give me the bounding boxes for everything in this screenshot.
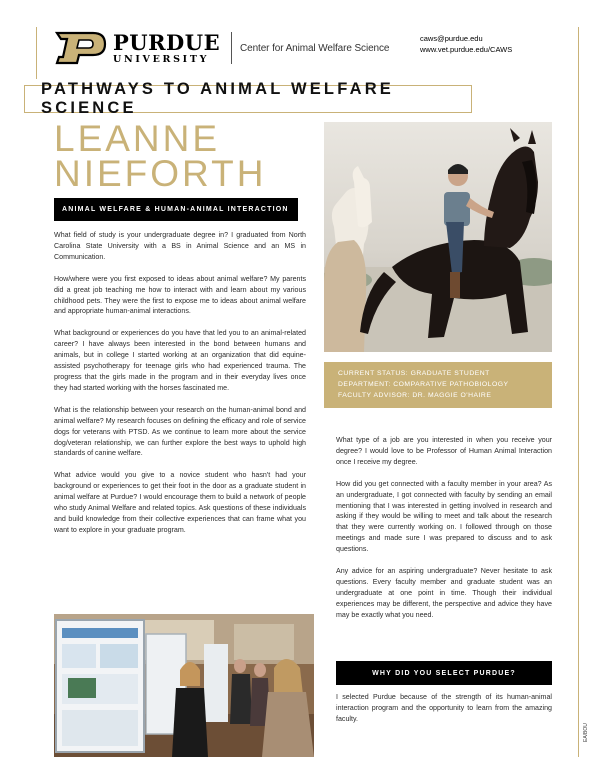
status-box bbox=[324, 362, 552, 408]
right-gold-rule bbox=[578, 27, 579, 757]
purdue-p-icon bbox=[55, 31, 107, 65]
header-gold-rule bbox=[36, 27, 37, 79]
contact-email[interactable]: caws@purdue.edu bbox=[420, 34, 483, 43]
profile-name bbox=[54, 118, 267, 194]
banner-title: PATHWAYS TO ANIMAL WELFARE SCIENCE bbox=[41, 80, 395, 117]
footer-code: EA/BOU bbox=[583, 723, 589, 742]
why-purdue-answer: I selected Purdue because of the strength of its human-animal interaction program and the opportunity to learn from the amazing faculty. bbox=[336, 693, 552, 723]
qa-paragraph: How did you get connected with a faculty member in your area? As an undergraduate, I got connected with faculty by sending an email mentioning that I was interested in getting involved in research and asking if they would be willing to meet and talk about the research that they were currently working on. I followed through on those meetings and made sure I was prepared to discuss and to ask questions. bbox=[336, 479, 552, 554]
first-name: LEANNE bbox=[54, 118, 221, 159]
horse-photo bbox=[324, 122, 552, 352]
contact-info bbox=[420, 33, 512, 55]
contact-website[interactable]: www.vet.purdue.edu/CAWS bbox=[420, 45, 513, 54]
last-name: NIEFORTH bbox=[54, 153, 267, 194]
poster-session-illustration bbox=[54, 614, 314, 757]
logo-university-text: UNIVERSITY bbox=[113, 53, 210, 65]
qa-paragraph: How/where were you first exposed to ideas about animal welfare? My parents did a great job teaching me how to interact with and learn about my various childhood pets. They were the first to expose me to ideas about animal welfare and appropriate human-animal interactions. bbox=[54, 274, 306, 316]
field-heading-text: ANIMAL WELFARE & HUMAN-ANIMAL INTERACTION bbox=[62, 206, 289, 213]
horse-photo-illustration bbox=[324, 122, 552, 352]
qa-paragraph: What type of a job are you interested in when you receive your degree? I would love to be Professor of Human Animal Interaction once I receive my degree. bbox=[336, 436, 552, 466]
poster-session-photo bbox=[54, 614, 314, 757]
faculty-advisor: FACULTY ADVISOR: DR. MAGGIE O'HAIRE bbox=[338, 392, 492, 399]
qa-paragraph: What advice would you give to a novice student who hasn't had your background or experiences to get their foot in the door as a graduate student in animal welfare at Purdue? I would encourage them to build a network of people who study Animal Welfare and related topics. Ask questions of these individuals and build knowledge from their collective experiences that can frame what you want to explore in your graduate program. bbox=[54, 471, 306, 534]
right-column bbox=[336, 435, 552, 632]
logo-divider bbox=[231, 32, 232, 64]
logo-purdue-text: PURDUE bbox=[113, 29, 221, 55]
field-heading bbox=[54, 198, 298, 221]
department: DEPARTMENT: COMPARATIVE PATHOBIOLOGY bbox=[338, 381, 509, 388]
qa-paragraph: What is the relationship between your research on the human-animal bond and animal welfare? My research focuses on defining the efficacy and role of service dogs for veterans with PTSD. As we continue to learn more about the service dog/veteran relationship, we can further explore the best ways to uphold high standards of canine welfare. bbox=[54, 405, 306, 458]
qa-paragraph: What field of study is your undergraduate degree in? I graduated from North Carolina State University with a BS in Animal Science and an MS in Communication. bbox=[54, 231, 306, 261]
qa-paragraph: What background or experiences do you have that led you to an animal-related career? I have always been interested in the bond between humans and animals, but in college I started working at an organization that did equine-assisted psychotherapy for teenage girls who had experienced trauma. The progress that the girls made in the program and in their everyday lives once they had started working with the horses fascinated me. bbox=[54, 329, 306, 392]
why-purdue-heading bbox=[336, 661, 552, 685]
qa-paragraph: Any advice for an aspiring undergraduate? Never hesitate to ask questions. Every faculty member and graduate student was an undergraduate at one point in time. Though their individual experiences may be different, the perspective and advice they have may be exactly what you need. bbox=[336, 567, 552, 619]
title-banner bbox=[24, 80, 472, 117]
current-status: CURRENT STATUS: GRADUATE STUDENT bbox=[338, 370, 490, 377]
center-name: Center for Animal Welfare Science bbox=[240, 43, 390, 54]
left-column bbox=[54, 230, 306, 547]
purdue-logo[interactable] bbox=[55, 30, 220, 66]
why-purdue-heading-text: WHY DID YOU SELECT PURDUE? bbox=[372, 669, 516, 677]
